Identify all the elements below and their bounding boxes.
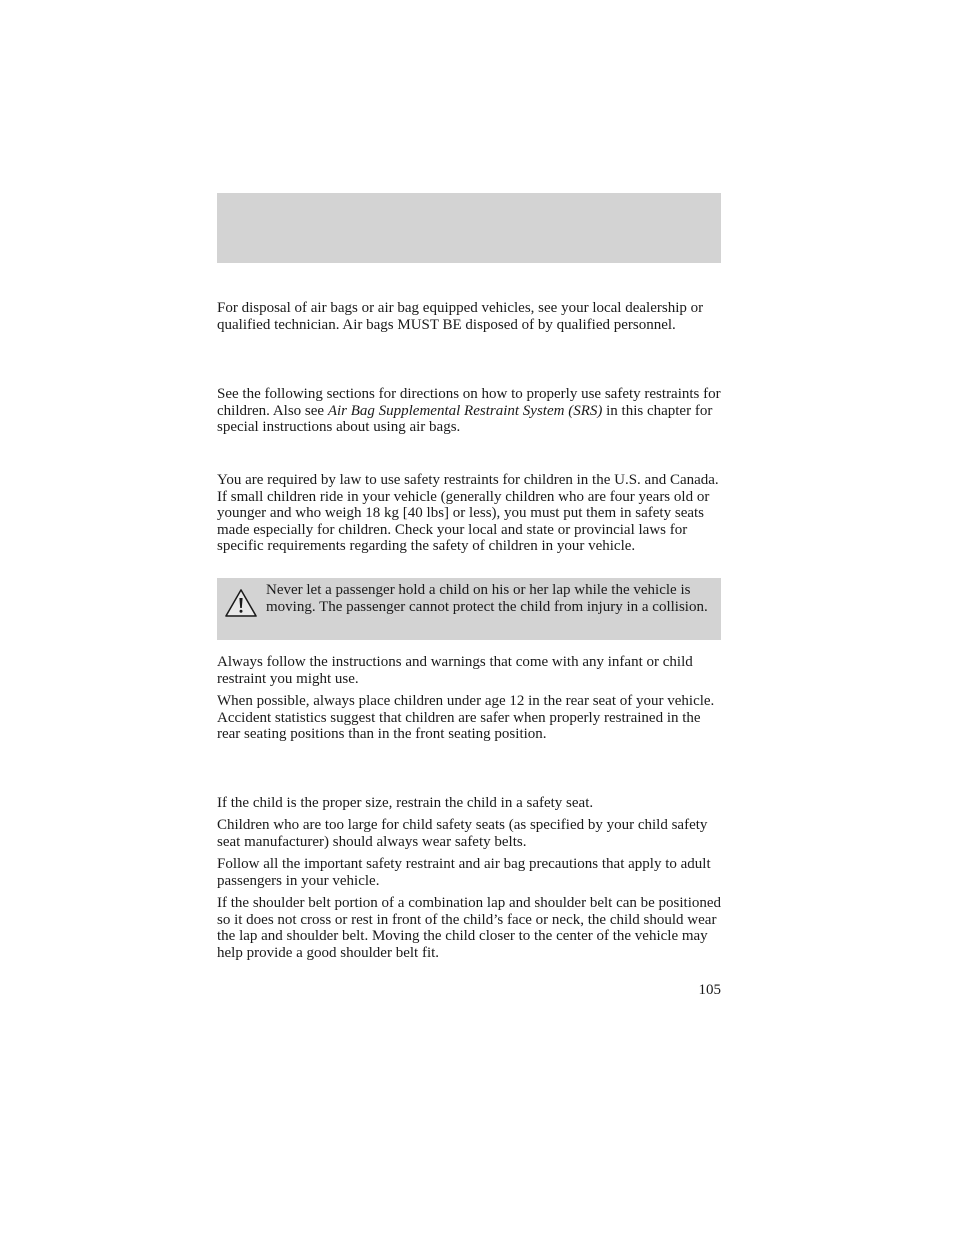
- instructions-paragraph: Always follow the instructions and warnings that come with any infant or child restraint you might use.: [217, 654, 693, 687]
- large-children-paragraph: Children who are too large for child safety seats (as specified by your child safety seat manufacturer) should always wear safety belts.: [217, 817, 708, 850]
- warning-box: [217, 578, 721, 640]
- page-number: 105: [698, 982, 721, 998]
- directions-text-start: See the following sections for directions on how to properly use safety restraints for children. Also see: [217, 386, 721, 419]
- directions-paragraph: [217, 386, 723, 436]
- srs-reference-link-text: Air Bag Supplemental Restraint System (SRS): [327, 402, 603, 419]
- disposal-paragraph: For disposal of air bags or air bag equipped vehicles, see your local dealership or qualified technician. Air bags MUST BE disposed of by qualified personnel.: [217, 300, 704, 333]
- directions-text-end: in this chapter for special instructions about using air bags.: [217, 402, 713, 435]
- safety-seat-paragraph: If the child is the proper size, restrain the child in a safety seat.: [217, 795, 594, 811]
- shoulder-belt-paragraph: If the shoulder belt portion of a combination lap and shoulder belt can be positioned so it does not cross or rest in front of the child’s face or neck, the child should wear the lap and shoulder belt. Moving the child closer to the center of the vehicle may help provide a good shoulder belt fit.: [217, 895, 722, 961]
- warning-text: Never let a passenger hold a child on his or her lap while the vehicle is moving. The passenger cannot protect the child from injury in a collision.: [266, 582, 708, 615]
- precautions-paragraph: Follow all the important safety restraint and air bag precautions that apply to adult passengers in your vehicle.: [217, 856, 711, 889]
- section-header-band: [217, 193, 721, 263]
- warning-triangle-icon: [224, 588, 258, 618]
- rear-seat-paragraph: When possible, always place children under age 12 in the rear seat of your vehicle. Accident statistics suggest that children are safer when properly restrained in the rear seating positions than in the front seating position.: [217, 693, 715, 742]
- law-requirement-paragraph: You are required by law to use safety restraints for children in the U.S. and Canada. If small children ride in your vehicle (generally children who are four years old or younger and who weigh 18 kg [40 lbs] or less), you must put them in safety seats made especially for children. Check your local and state or provincial laws for specific requirements regarding the safety of children in your vehicle.: [217, 472, 719, 554]
